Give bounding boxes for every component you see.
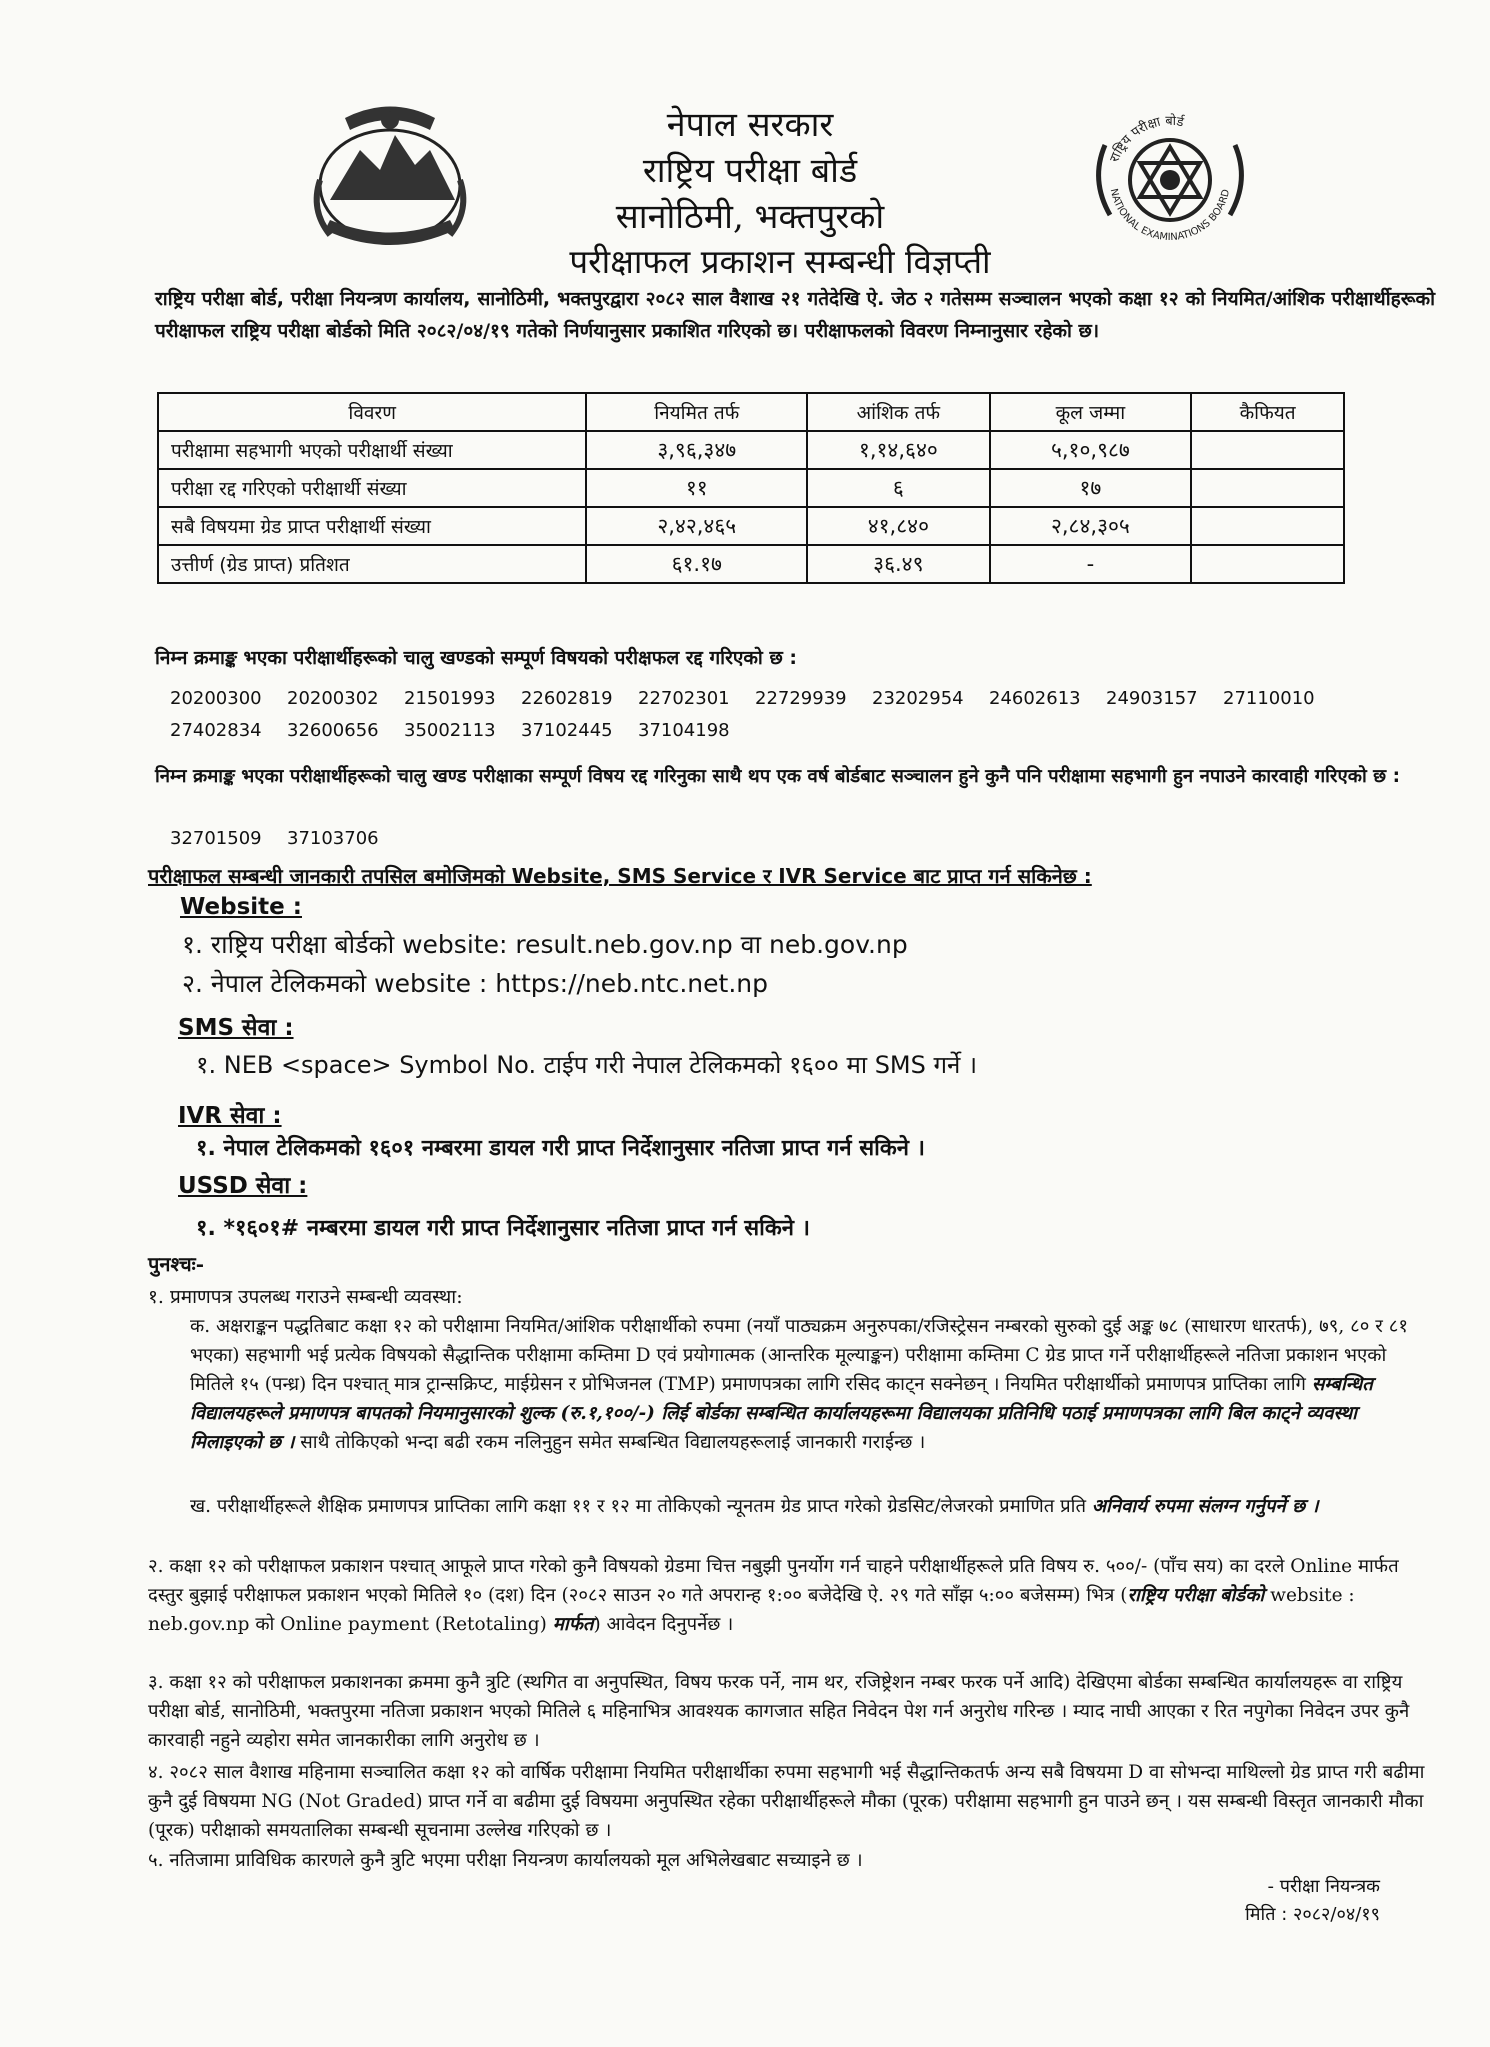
barred-note: निम्न क्रमाङ्क भएका परीक्षार्थीहरूको चालु खण्ड परीक्षाका सम्पूर्ण विषय रद्द गरिनुका साथै थप एक वर्ष बोर्डबाट सञ्चालन हुने कुनै पनि परीक्षामा सहभागी हुन नपाउने कारवाही गरिएको छ :: [155, 766, 1400, 787]
roll-number: 22729939: [755, 688, 847, 709]
intro-paragraph: राष्ट्रिय परीक्षा बोर्ड, परीक्षा नियन्त्रण कार्यालय, सानोठिमी, भक्तपुरद्वारा २०८२ साल वैशाख २१ गतेदेखि ऐ. जेठ २ गतेसम्म सञ्चालन भएको कक्षा १२ को नियमित/आंशिक परीक्षार्थीहरूको परीक्षाफल राष्ट्रिय परीक्षा बोर्डको मिति २०८२/०४/१९ गतेको निर्णयानुसार प्रकाशित गरिएको छ। परीक्षाफलको विवरण निम्नानुसार रहेको छ।: [155, 288, 1435, 342]
roll-number: 22602819: [521, 688, 613, 709]
table-row: [158, 545, 1344, 583]
roll-number: 20200300: [170, 688, 262, 709]
board-name: राष्ट्रिय परीक्षा बोर्ड: [642, 151, 858, 191]
sms-item: १. NEB <space> Symbol No. टाईप गरी नेपाल टेलिकमको १६०० मा SMS गर्ने ।: [196, 1051, 978, 1079]
ussd-item: १. *१६०१# नम्बरमा डायल गरी प्राप्त निर्देशानुसार नतिजा प्राप्त गर्न सकिने ।: [196, 1216, 810, 1241]
total-value: ५,१०,९८७: [990, 431, 1192, 469]
partial-value: ३६.४९: [807, 545, 989, 583]
note1-kha-text: ख. परीक्षार्थीहरूले शैक्षिक प्रमाणपत्र प्राप्तिका लागि कक्षा ११ र १२ मा तोकिएको न्यूनतम ग्रेड प्राप्त गरेको ग्रेडसिट/लेजरको प्रमाणित प्रति: [190, 1496, 1087, 1517]
note2-tail: आवेदन दिनुपर्नेछ ।: [606, 1614, 734, 1635]
roll-number: 22702301: [638, 688, 730, 709]
note2-via: मार्फत: [552, 1614, 594, 1635]
header-block: [450, 102, 1050, 240]
total-value: -: [990, 545, 1192, 583]
roll-number: 23202954: [872, 688, 964, 709]
col-header-remarks: कैफियत: [1191, 393, 1344, 431]
note3: ३. कक्षा १२ को परीक्षाफल प्रकाशनका क्रममा कुनै त्रुटि (स्थगित वा अनुपस्थित, विषय फरक पर्ने, नाम थर, रजिष्ट्रेशन नम्बर फरक पर्ने आदि) देखिएमा बोर्डका सम्बन्धित कार्यालयहरू वा राष्ट्रिय परीक्षा बोर्ड, सानोठिमी, भक्तपुरमा नतिजा प्रकाशन भएको मितिले ६ महिनाभित्र आवश्यक कागजात सहित निवेदन पेश गर्न अनुरोध गरिन्छ । म्याद नाघी आएका र रित नपुगेका निवेदन उपर कुनै कारवाही नहुने व्यहोरा समेत जानकारीका लागि अनुरोध छ ।: [148, 1672, 1410, 1751]
note1-ka-emphasis: सम्बन्धित विद्यालयहरूले प्रमाणपत्र बापतको नियमानुसारको शुल्क (रु.१,१००/-) लिई बोर्डका सम्बन्धित कार्यालयहरूमा विद्यालयका प्रतिनिधि पठाई प्रमाणपत्रका लागि बिल काट्ने व्यवस्था मिलाइएको छ ।: [190, 1374, 1373, 1453]
roll-number: 27402834: [170, 720, 262, 741]
regular-value: ६१.१७: [586, 545, 807, 583]
result-stats-table: [157, 392, 1345, 584]
regular-value: ११: [586, 469, 807, 507]
issue-date: मिति : २०८२/०४/१९: [1245, 1904, 1380, 1925]
note2-text: २. कक्षा १२ को परीक्षाफल प्रकाशन पश्चात् आफूले प्राप्त गरेको कुनै विषयको ग्रेडमा चित्त नबुझी पुनर्योग गर्न चाहने परीक्षार्थीहरूले प्रति विषय रु. ५००/- (पाँच सय) का दरले Online मार्फत दस्तुर बुझाई परीक्षाफल प्रकाशन भएको मितिले १० (दश) दिन (२०८२ साउन २० गते अपरान्ह १:०० बजेदेखि ऐ. २९ गते साँझ ५:०० बजेसम्म) भित्र (: [148, 1556, 1399, 1606]
cancelled-rolls-row1: [170, 688, 1350, 709]
seal-top-text: राष्ट्रिय परीक्षा बोर्ड: [1107, 113, 1185, 165]
row-label: परीक्षा रद्द गरिएको परीक्षार्थी संख्या: [158, 469, 586, 507]
note2: २. कक्षा १२ को परीक्षाफल प्रकाशन पश्चात् आफूले प्राप्त गरेको कुनै विषयको ग्रेडमा चित्त नबुझी पुनर्योग गर्न चाहने परीक्षार्थीहरूले प्रति विषय रु. ५००/- (पाँच सय) का दरले Online मार्फत दस्तुर बुझाई परीक्षाफल प्रकाशन भएको मितिले १० (दश) दिन (२०८२ साउन २० गते अपरान्ह १:०० बजेदेखि ऐ. २९ गते साँझ ५:०० बजेसम्म) भित्र (राष्ट्रिय परीक्षा बोर्डको website : neb.gov.np को Online payment (Retotaling) मार्फत) आवेदन दिनुपर्नेछ ।: [148, 1556, 1399, 1635]
seal-ring-text: NATIONAL EXAMINATIONS BOARD: [1107, 187, 1233, 244]
roll-number: 32600656: [287, 720, 379, 741]
barred-rolls: [170, 828, 1350, 849]
signatory: - परीक्षा नियन्त्रक: [1267, 1876, 1380, 1897]
roll-number: 24602613: [989, 688, 1081, 709]
table-row: [158, 507, 1344, 545]
remarks-value: [1191, 431, 1344, 469]
total-value: १७: [990, 469, 1192, 507]
board-location: सानोठिमी, भक्तपुरको: [615, 197, 885, 237]
roll-number: 27110010: [1223, 688, 1315, 709]
partial-value: ६: [807, 469, 989, 507]
regular-value: २,४२,४६५: [586, 507, 807, 545]
neb-seal-icon: [1075, 85, 1265, 250]
info-heading: परीक्षाफल सम्बन्धी जानकारी तपसिल बमोजिमको Website, SMS Service र IVR Service बाट प्राप्त गर्न सकिनेछ :: [148, 864, 1092, 888]
row-label: परीक्षामा सहभागी भएको परीक्षार्थी संख्या: [158, 431, 586, 469]
roll-number: 35002113: [404, 720, 496, 741]
cancelled-rolls-row2: [170, 720, 1350, 741]
website-item-ntc: २. नेपाल टेलिकमको website : https://neb.ntc.net.np: [182, 969, 768, 998]
roll-number: 20200302: [287, 688, 379, 709]
note1-heading: १. प्रमाणपत्र उपलब्ध गराउने सम्बन्धी व्यवस्था:: [148, 1286, 463, 1308]
partial-value: ४१,८४०: [807, 507, 989, 545]
total-value: २,८४,३०५: [990, 507, 1192, 545]
row-label: उत्तीर्ण (ग्रेड प्राप्त) प्रतिशत: [158, 545, 586, 583]
remarks-value: [1191, 469, 1344, 507]
ivr-heading: IVR सेवा :: [178, 1103, 282, 1129]
roll-number: 37102445: [521, 720, 613, 741]
note5: ५. नतिजामा प्राविधिक कारणले कुनै त्रुटि भएमा परीक्षा नियन्त्रण कार्यालयको मूल अभिलेखबाट सच्याइने छ ।: [148, 1850, 863, 1871]
note1-ka: [190, 1312, 1430, 1457]
col-header-total: कूल जम्मा: [990, 393, 1192, 431]
notice-title: परीक्षाफल प्रकाशन सम्बन्धी विज्ञप्ती: [569, 242, 991, 281]
partial-value: १,१४,६४०: [807, 431, 989, 469]
note1-ka-text: क. अक्षराङ्कन पद्धतिबाट कक्षा १२ को परीक्षामा नियमित/आंशिक परीक्षार्थीको रुपमा (नयाँ पाठ्यक्रम अनुरुपका/रजिस्ट्रेसन नम्बरको सुरुको दुई अङ्क ७८ (साधारण धारतर्फ), ७९, ८० र ८१ भएका) सहभागी भई प्रत्येक विषयको सैद्धान्तिक परीक्षामा कम्तिमा D एवं प्रयोगात्मक (आन्तरिक मूल्याङ्कन) परीक्षामा कम्तिमा C ग्रेड प्राप्त गर्ने परीक्षार्थीहरूले नतिजा प्रकाशन भएको मितिले १५ (पन्ध्र) दिन पश्चात् मात्र ट्रान्सक्रिप्ट, माईग्रेसन र प्रोभिजनल (TMP) प्रमाणपत्रका लागि रसिद काट्न सक्नेछन् । नियमित परीक्षार्थीको प्रमाणपत्र प्राप्तिका लागि: [190, 1316, 1408, 1395]
note2-website: website : neb.gov.np को Online payment (Retotaling): [148, 1585, 1355, 1635]
govt-name: नेपाल सरकार: [666, 105, 834, 145]
roll-number: 32701509: [170, 828, 262, 849]
note4: ४. २०८२ साल वैशाख महिनामा सञ्चालित कक्षा १२ को वार्षिक परीक्षामा नियमित परीक्षार्थीका रुपमा सहभागी भई सैद्धान्तिकतर्फ अन्य सबै विषयमा D वा सोभन्दा माथिल्लो ग्रेड प्राप्त गरी बढीमा कुनै दुई विषयमा NG (Not Graded) प्राप्त गर्ने वा बढीमा दुई विषयमा अनुपस्थित रहेका परीक्षार्थीहरूले मौका (पूरक) परीक्षामा सहभागी हुन पाउने छन् । यस सम्बन्धी विस्तृत जानकारी मौका (पूरक) परीक्षाको समयतालिका सम्बन्धी सूचनामा उल्लेख गरिएको छ ।: [148, 1762, 1425, 1841]
roll-number: 37103706: [287, 828, 379, 849]
table-row: [158, 431, 1344, 469]
remarks-value: [1191, 545, 1344, 583]
regular-value: ३,९६,३४७: [586, 431, 807, 469]
roll-number: 37104198: [638, 720, 730, 741]
website-heading: Website :: [180, 894, 302, 920]
col-header-regular: नियमित तर्फ: [586, 393, 807, 431]
ivr-item: १. नेपाल टेलिकमको १६०१ नम्बरमा डायल गरी प्राप्त निर्देशानुसार नतिजा प्राप्त गर्न सकिने ।: [196, 1136, 925, 1161]
col-header-partial: आंशिक तर्फ: [807, 393, 989, 431]
sms-heading: SMS सेवा :: [178, 1015, 294, 1041]
col-header-detail: विवरण: [158, 393, 586, 431]
ps-heading: पुनश्चः-: [148, 1252, 205, 1276]
note1-ka-tail: साथै तोकिएको भन्दा बढी रकम नलिनुहुन समेत सम्बन्धित विद्यालयहरूलाई जानकारी गराईन्छ ।: [300, 1432, 926, 1453]
note2-board: राष्ट्रिय परीक्षा बोर्डको: [1127, 1585, 1265, 1606]
cancelled-note: निम्न क्रमाङ्क भएका परीक्षार्थीहरूको चालु खण्डको सम्पूर्ण विषयको परीक्षफल रद्द गरिएको छ :: [155, 647, 798, 669]
note1-kha-emphasis: अनिवार्य रुपमा संलग्न गर्नुपर्ने छ ।: [1091, 1496, 1319, 1517]
roll-number: 24903157: [1106, 688, 1198, 709]
ussd-heading: USSD सेवा :: [178, 1173, 308, 1199]
website-item-neb: १. राष्ट्रिय परीक्षा बोर्डको website: result.neb.gov.np वा neb.gov.np: [182, 930, 908, 959]
note1-kha: [190, 1492, 1430, 1521]
table-header-row: [158, 393, 1344, 431]
remarks-value: [1191, 507, 1344, 545]
row-label: सबै विषयमा ग्रेड प्राप्त परीक्षार्थी संख्या: [158, 507, 586, 545]
roll-number: 21501993: [404, 688, 496, 709]
table-row: [158, 469, 1344, 507]
